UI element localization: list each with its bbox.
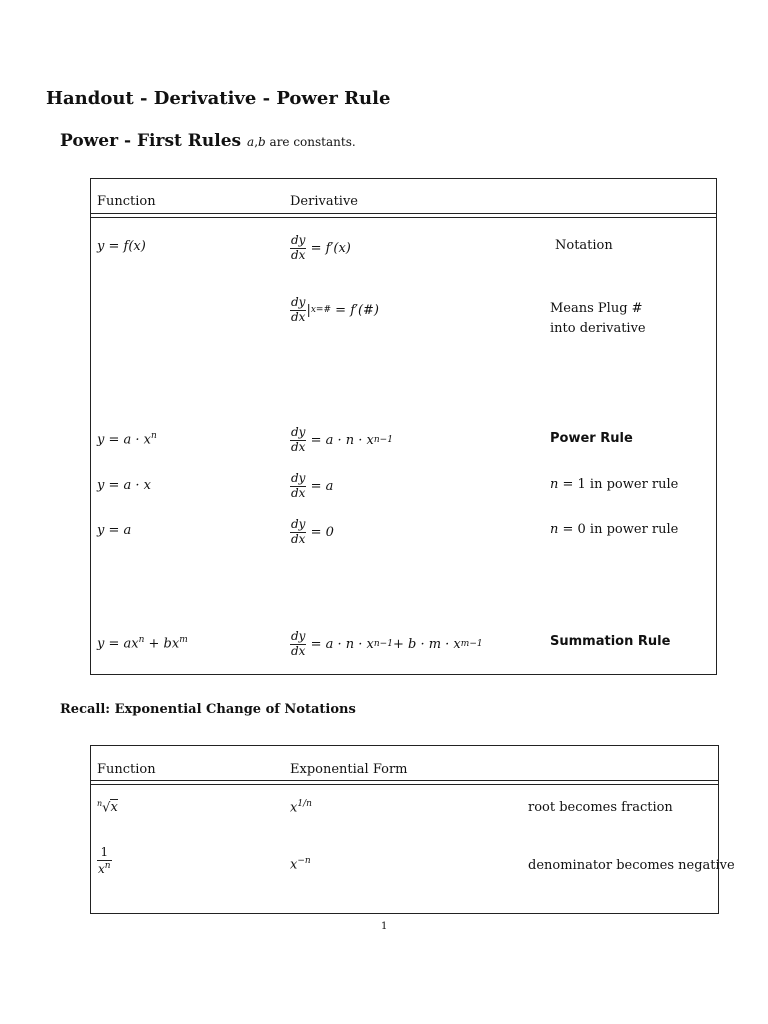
table-row-function: $\frac{1}{x^n}$ — [98, 845, 111, 876]
table-row-function: y = a — [97, 523, 132, 538]
table-row-function: $y = a \cdot x^n$ — [97, 431, 157, 448]
table1-header-derivative: Derivative — [290, 194, 359, 209]
table-row-exponential-form: $x^{1/n}$ — [290, 799, 312, 816]
table-row-note: root becomes fraction — [528, 800, 673, 815]
table-row-note: n = 1 in power rule — [550, 477, 679, 492]
table-row-note: Power Rule — [550, 431, 633, 446]
table-row-function: y = f(x) — [97, 239, 146, 254]
table-row-exponential-form: $x^{-n}$ — [290, 856, 311, 873]
section-heading — [60, 131, 356, 151]
header-divider — [91, 780, 718, 785]
table-row-note: denominator becomes negative — [528, 858, 735, 873]
table-row-function: y = a · x — [97, 478, 151, 493]
header-divider — [91, 213, 716, 218]
table-row-note: Means Plug # — [550, 301, 643, 316]
table-row-derivative: $\frac{dy}{dx}$ = a · n · x n−1 + b · m · x m−1 — [291, 629, 483, 658]
table-row-derivative: $\frac{dy}{dx}$ = a · n · x n−1 — [291, 425, 393, 454]
table1-header-function: Function — [97, 194, 156, 209]
table-row-function: $y = ax^n + bx^m$ — [97, 635, 188, 652]
recall-heading: Recall: Exponential Change of Notations — [60, 702, 356, 717]
table2-header-exponential-form: Exponential Form — [290, 762, 408, 777]
table-row-note: Notation — [555, 238, 613, 253]
table-row-function: $^n$√x — [97, 799, 118, 816]
table-row-derivative: $\frac{dy}{dx}$ = 0 — [291, 517, 334, 546]
table2-header-function: Function — [97, 762, 156, 777]
table-row-note: n = 0 in power rule — [550, 522, 679, 537]
power-rules-table — [90, 178, 717, 675]
table-row-derivative: $\frac{dy}{dx}$ = f′(x) — [291, 233, 351, 262]
table-row-derivative: $\frac{dy}{dx}$ | x=# = f′(#) — [291, 295, 379, 324]
constants-note: a,b are constants. — [247, 135, 356, 149]
table-row-derivative: $\frac{dy}{dx}$ = a — [291, 471, 334, 500]
page-title: Handout - Derivative - Power Rule — [46, 88, 391, 109]
table-row-note-continued: into derivative — [550, 321, 646, 336]
section-title: Power - First Rules — [60, 131, 242, 151]
table-row-note: Summation Rule — [550, 634, 671, 649]
exponential-notation-table — [90, 745, 735, 914]
page-number: 1 — [381, 921, 388, 932]
